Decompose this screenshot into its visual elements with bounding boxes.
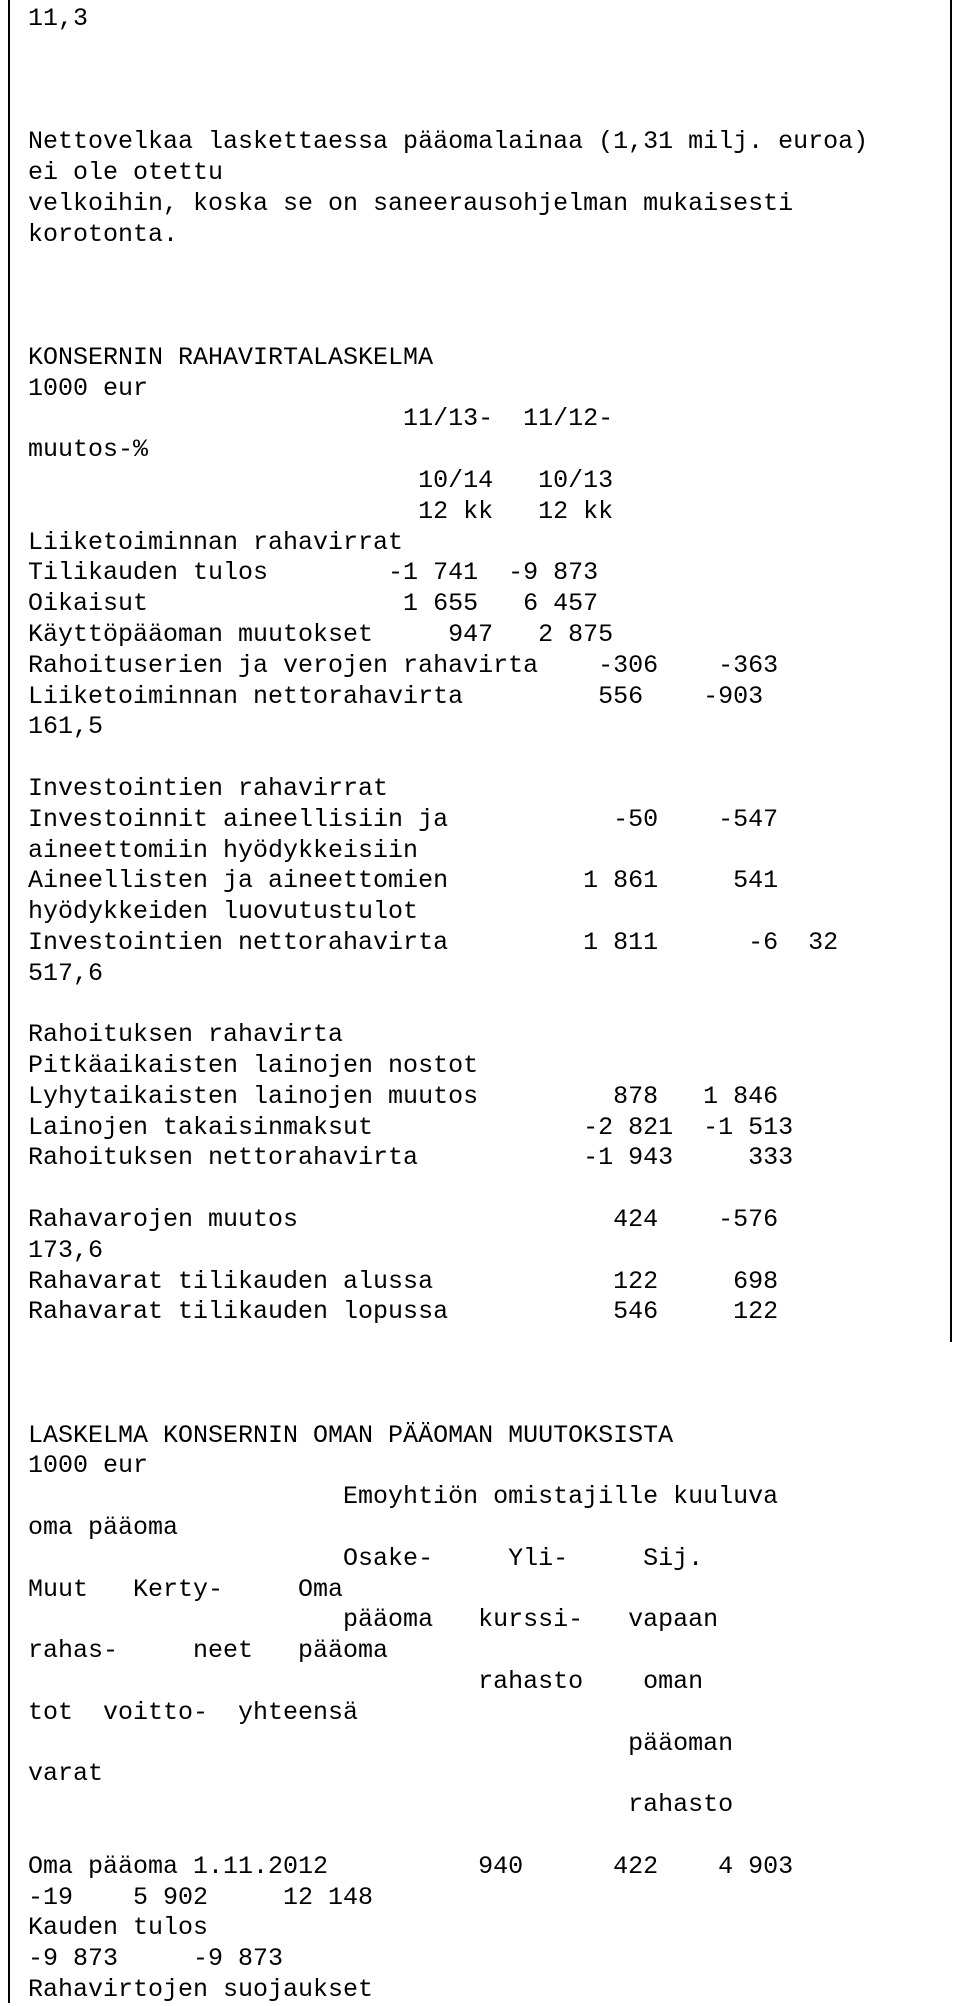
document-line <box>28 66 868 97</box>
document-line: 1000 eur <box>28 373 149 403</box>
document-line <box>28 990 868 1021</box>
document-line: Rahoituserien ja verojen rahavirta -306 -363 <box>28 650 779 680</box>
document-line: rahasto <box>28 1790 734 1820</box>
document-line: aineettomiin hyödykkeisiin <box>28 835 419 865</box>
document-line: Lyhytaikaisten lainojen muutos 878 1 846 <box>28 1081 779 1111</box>
document-line: Rahavarojen muutos 424 -576 <box>28 1205 779 1235</box>
left-border-line <box>8 0 10 2003</box>
document-line: pääoma kurssi- vapaan <box>28 1605 719 1635</box>
document-line: Osake- Yli- Sij. <box>28 1543 704 1573</box>
document-line: korotonta. <box>28 219 179 249</box>
document-line: 11,3 <box>28 4 89 33</box>
document-line: Rahavarat tilikauden lopussa 546 122 <box>28 1297 779 1327</box>
document-text <box>28 4 868 2006</box>
document-line <box>28 1821 868 1852</box>
document-line: Käyttöpääoman muutokset 947 2 875 <box>28 619 614 649</box>
document-line: Pitkäaikaisten lainojen nostot <box>28 1051 479 1081</box>
document-line: velkoihin, koska se on saneerausohjelman mukaisesti <box>28 188 794 218</box>
document-line: Aineellisten ja aineettomien 1 861 541 <box>28 866 779 896</box>
document-line: ei ole otettu <box>28 157 224 187</box>
document-line: hyödykkeiden luovutustulot <box>28 897 419 927</box>
document-line <box>28 35 868 66</box>
document-line: 11/13- 11/12- <box>28 404 614 434</box>
document-line: 12 kk 12 kk <box>28 496 614 526</box>
document-line: muutos-% <box>28 435 149 465</box>
document-line: 1000 eur <box>28 1451 149 1481</box>
document-line: tot voitto- yhteensä <box>28 1697 359 1727</box>
document-line: Oma pääoma 1.11.2012 940 422 4 903 <box>28 1851 794 1881</box>
document-line: Tilikauden tulos -1 741 -9 873 <box>28 558 599 588</box>
document-line: pääoman <box>28 1728 734 1758</box>
document-line: Liiketoiminnan rahavirrat <box>28 527 404 557</box>
document-line <box>28 1328 868 1359</box>
document-line: -19 5 902 12 148 <box>28 1882 374 1912</box>
document-line: oma pääoma <box>28 1513 179 1543</box>
document-line: rahas- neet pääoma <box>28 1636 389 1666</box>
document-line <box>28 96 868 127</box>
document-line <box>28 1174 868 1205</box>
document-line: 173,6 <box>28 1235 104 1265</box>
document-line: rahasto oman <box>28 1667 704 1697</box>
document-line: Emoyhtiön omistajille kuuluva <box>28 1482 779 1512</box>
document-line: Rahavarat tilikauden alussa 122 698 <box>28 1266 779 1296</box>
document-line: 517,6 <box>28 958 104 988</box>
document-line: Rahoituksen nettorahavirta -1 943 333 <box>28 1143 794 1173</box>
document-line: Lainojen takaisinmaksut -2 821 -1 513 <box>28 1112 794 1142</box>
document-line: varat <box>28 1759 104 1789</box>
document-line: 161,5 <box>28 712 104 742</box>
document-line: Liiketoiminnan nettorahavirta 556 -903 <box>28 681 764 711</box>
document-line: -9 873 -9 873 <box>28 1944 284 1974</box>
document-line: 10/14 10/13 <box>28 465 614 495</box>
document-line <box>28 281 868 312</box>
document-line: Rahoituksen rahavirta <box>28 1020 344 1050</box>
right-border-line <box>950 0 952 1342</box>
document-line: Investointien nettorahavirta 1 811 -6 32 <box>28 927 839 957</box>
document-line: Kauden tulos <box>28 1913 209 1943</box>
document-line <box>28 1359 868 1390</box>
document-line: Nettovelkaa laskettaessa pääomalainaa (1,31 milj. euroa) <box>28 127 869 157</box>
document-line: Muut Kerty- Oma <box>28 1574 344 1604</box>
document-line: Investoinnit aineellisiin ja -50 -547 <box>28 804 779 834</box>
document-line <box>28 250 868 281</box>
document-line <box>28 1390 868 1421</box>
document-line: Investointien rahavirrat <box>28 773 389 803</box>
document-line <box>28 312 868 343</box>
document-line <box>28 743 868 774</box>
document-line: KONSERNIN RAHAVIRTALASKELMA <box>28 342 434 372</box>
document-line: LASKELMA KONSERNIN OMAN PÄÄOMAN MUUTOKSISTA <box>28 1420 674 1450</box>
document-line: Oikaisut 1 655 6 457 <box>28 589 599 619</box>
document-line: Rahavirtojen suojaukset <box>28 1975 374 2004</box>
